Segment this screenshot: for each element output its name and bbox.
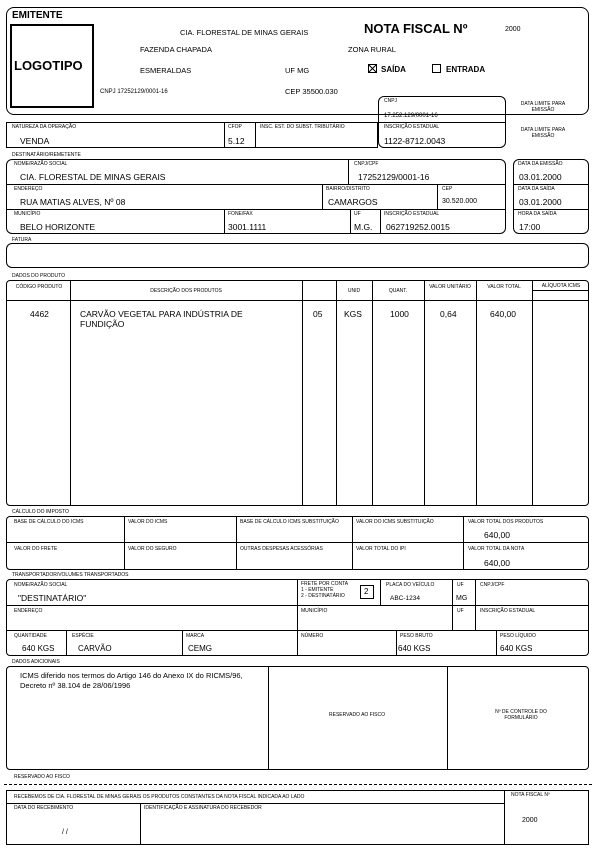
total-prod-value: 640,00 (484, 530, 510, 540)
transport-section-label: TRANSPORTADOR/VOLUMES TRANSPORTADOS (12, 572, 129, 578)
item-unid: KGS (344, 309, 362, 319)
peso-liq-label: PESO LÍQUIDO (500, 633, 536, 639)
transp-uf2-label: UF (457, 608, 464, 614)
additional-text: ICMS diferido nos termos do Artigo 146 do Anexo IX do RICMS/96, Decreto nº 38.104 de 28/06/1996 (20, 671, 243, 690)
valor-icms-label: VALOR DO ICMS (128, 519, 168, 525)
saida-date-value: 03.01.2000 (519, 197, 562, 207)
header-ie-label: INSCRIÇÃO ESTADUAL (384, 124, 440, 130)
saida-date-label: DATA DA SAÍDA (518, 186, 555, 192)
especie-value: CARVÃO (78, 644, 112, 653)
insc-sub-label: INSC. EST. DO SUBST. TRIBUTÁRIO (260, 124, 345, 130)
col-header-aliquota: ALÍQUOTA ICMS (541, 283, 581, 289)
item-unit-price: 0,64 (440, 309, 457, 319)
dest-cep-label: CEP (442, 186, 453, 192)
item-code: 4462 (30, 309, 49, 319)
dest-ie-label: INSCRIÇÃO ESTADUAL (384, 211, 440, 217)
saida-checkbox[interactable] (368, 64, 377, 73)
dest-municipio-label: MUNICÍPIO (14, 211, 41, 217)
dest-cep-value: 30.520.000 (442, 198, 478, 205)
dest-fone-value: 3001.1111 (228, 222, 267, 232)
col-header-codigo: CÓDIGO PRODUTO (15, 284, 63, 290)
receipt-nota-value: 2000 (522, 817, 538, 824)
hora-label: HORA DA SAÍDA (518, 211, 557, 217)
header-cnpj-value: 17.252.129/0001-16 (384, 113, 438, 119)
receipt-nota-label: NOTA FISCAL Nº (511, 792, 550, 798)
transp-ie-label: INSCRIÇÃO ESTADUAL (480, 608, 536, 614)
dest-section-label: DESTINATÁRIO/REMETENTE (12, 152, 81, 158)
natureza-value: VENDA (20, 136, 50, 146)
transp-frete-label: FRETE POR CONTA (301, 581, 349, 587)
col-header-quant: QUANT. (388, 288, 408, 294)
emitter-line-4: CNPJ 17252129/0001-16 (100, 89, 168, 95)
transp-endereco-label: ENDEREÇO (14, 608, 43, 614)
dest-nome-value: CIA. FLORESTAL DE MINAS GERAIS (20, 172, 166, 182)
cfop-value: 5.12 (228, 136, 245, 146)
dest-fone-label: FONE/FAX (228, 211, 253, 217)
seguro-label: VALOR DO SEGURO (128, 546, 177, 552)
dest-cnpj-label: CNPJ/CPF (354, 161, 379, 167)
dest-uf-value: M.G. (354, 222, 373, 232)
peso-bruto-value: 640 KGS (398, 644, 431, 653)
entrada-label: ENTRADA (446, 65, 486, 74)
quant-label: QUANTIDADE (14, 633, 47, 639)
transp-cnpj-label: CNPJ/CPF (480, 582, 505, 588)
hora-value: 17:00 (519, 222, 541, 232)
valor-sub-label: VALOR DO ICMS SUBSTITUIÇÃO (356, 519, 434, 525)
dest-bairro-value: CAMARGOS (328, 197, 378, 207)
total-nota-label: VALOR TOTAL DA NOTA (468, 546, 525, 552)
receipt-data-label: DATA DO RECEBIMENTO (14, 805, 74, 811)
nota-title: NOTA FISCAL Nº (364, 21, 468, 36)
emitter-line-2: FAZENDA CHAPADA (140, 45, 212, 54)
emitter-line-1: CIA. FLORESTAL DE MINAS GERAIS (180, 28, 309, 37)
marca-label: MARCA (186, 633, 205, 639)
marca-value: CEMG (188, 644, 212, 653)
item-cst: 05 (313, 309, 323, 319)
products-section-label: DADOS DO PRODUTO (12, 273, 65, 279)
emitter-right-2: UF MG (285, 66, 310, 75)
right-note-2: DATA LIMITE PARA EMISSÃO (520, 127, 566, 139)
transp-nome-label: NOME/RAZÃO SOCIAL (14, 582, 68, 588)
logo-text: LOGOTIPO (14, 58, 83, 73)
dest-bairro-label: BAIRRO/DISTRITO (326, 186, 370, 192)
frete-label: VALOR DO FRETE (14, 546, 58, 552)
receipt-ident-label: IDENTIFICAÇÃO E ASSINATURA DO RECEBEDOR (144, 805, 262, 811)
controle-label: Nº DE CONTROLE DO FORMULÁRIO (495, 709, 547, 721)
transp-placa-value: ABC-1234 (390, 595, 420, 602)
natureza-label: NATUREZA DA OPERAÇÃO (12, 124, 77, 130)
frete-value: 2 (364, 587, 369, 596)
base-icms-label: BASE DE CÁLCULO DO ICMS (14, 519, 84, 525)
item-qty: 1000 (390, 309, 409, 319)
peso-liq-value: 640 KGS (500, 644, 533, 653)
emitente-label: EMITENTE (12, 10, 63, 21)
emitter-right-3: CEP 35500.030 (285, 87, 338, 96)
peso-bruto-label: PESO BRUTO (400, 633, 433, 639)
ipi-label: VALOR TOTAL DO IPI (356, 546, 406, 552)
check-x-icon (369, 65, 376, 72)
total-prod-label: VALOR TOTAL DOS PRODUTOS (468, 519, 544, 525)
receipt-text: RECEBEMOS DE CIA. FLORESTAL DE MINAS GERAIS OS PRODUTOS CONSTANTES DA NOTA FISCAL INDICADA AO LADO (14, 794, 305, 800)
transp-frete-opt2: 2 - DESTINATÁRIO (301, 593, 345, 599)
transp-uf-label: UF (457, 582, 464, 588)
outras-label: OUTRAS DESPESAS ACESSÓRIAS (240, 546, 323, 552)
dest-endereco-label: ENDEREÇO (14, 186, 43, 192)
dest-ie-value: 062719252.0015 (386, 222, 450, 232)
col-header-valor-total: VALOR TOTAL (487, 284, 521, 290)
col-header-valor-unit: VALOR UNITÁRIO (429, 284, 471, 290)
dest-uf-label: UF (354, 211, 361, 217)
emitter-right-1: ZONA RURAL (348, 45, 396, 54)
dest-cnpj-value: 17252129/0001-16 (358, 172, 430, 182)
entrada-checkbox[interactable] (432, 64, 441, 73)
reservado-label: RESERVADO AO FISCO (329, 712, 385, 718)
transp-placa-label: PLACA DO VEÍCULO (386, 582, 435, 588)
emitter-line-3: ESMERALDAS (140, 66, 192, 75)
emissao-label: DATA DA EMISSÃO (518, 161, 563, 167)
fatura-box (6, 243, 589, 268)
emissao-value: 03.01.2000 (519, 172, 562, 182)
fatura-label: FATURA (12, 237, 32, 243)
header-cnpj-label: CNPJ (384, 98, 398, 104)
reservado-fisco-footer: RESERVADO AO FISCO (14, 774, 70, 780)
item-desc: CARVÃO VEGETAL PARA INDÚSTRIA DE FUNDIÇÃO (80, 309, 243, 329)
dest-endereco-value: RUA MATIAS ALVES, Nº 08 (20, 197, 126, 207)
base-sub-label: BASE DE CÁLCULO ICMS SUBSTITUIÇÃO (240, 519, 339, 525)
col-header-descricao: DESCRIÇÃO DOS PRODUTOS (150, 288, 222, 294)
transp-municipio-label: MUNICÍPIO (301, 608, 328, 614)
cfop-label: CFOP (228, 124, 242, 130)
header-ie-value: 1122-8712.0043 (384, 136, 446, 146)
receipt-data-value: / / (62, 829, 68, 836)
transp-frete-opt1: 1 - EMITENTE (301, 587, 334, 593)
right-note-1: DATA LIMITE PARA EMISSÃO (520, 101, 566, 113)
item-total: 640,00 (490, 309, 516, 319)
dest-municipio-value: BELO HORIZONTE (20, 222, 96, 232)
especie-label: ESPÉCIE (72, 633, 94, 639)
nota-number: 2000 (505, 26, 521, 33)
additional-section-label: DADOS ADICIONAIS (12, 659, 60, 665)
numero-label: NÚMERO (301, 633, 324, 639)
transp-nome-value: "DESTINATÁRIO" (18, 593, 87, 603)
col-header-unid: UNID (347, 288, 361, 294)
dest-nome-label: NOME/RAZÃO SOCIAL (14, 161, 68, 167)
transp-uf-value: MG (456, 595, 468, 602)
total-nota-value: 640,00 (484, 558, 510, 568)
quant-value: 640 KGS (22, 644, 55, 653)
taxes-section-label: CÁLCULO DO IMPOSTO (12, 509, 69, 515)
saida-label: SAÍDA (381, 65, 406, 74)
